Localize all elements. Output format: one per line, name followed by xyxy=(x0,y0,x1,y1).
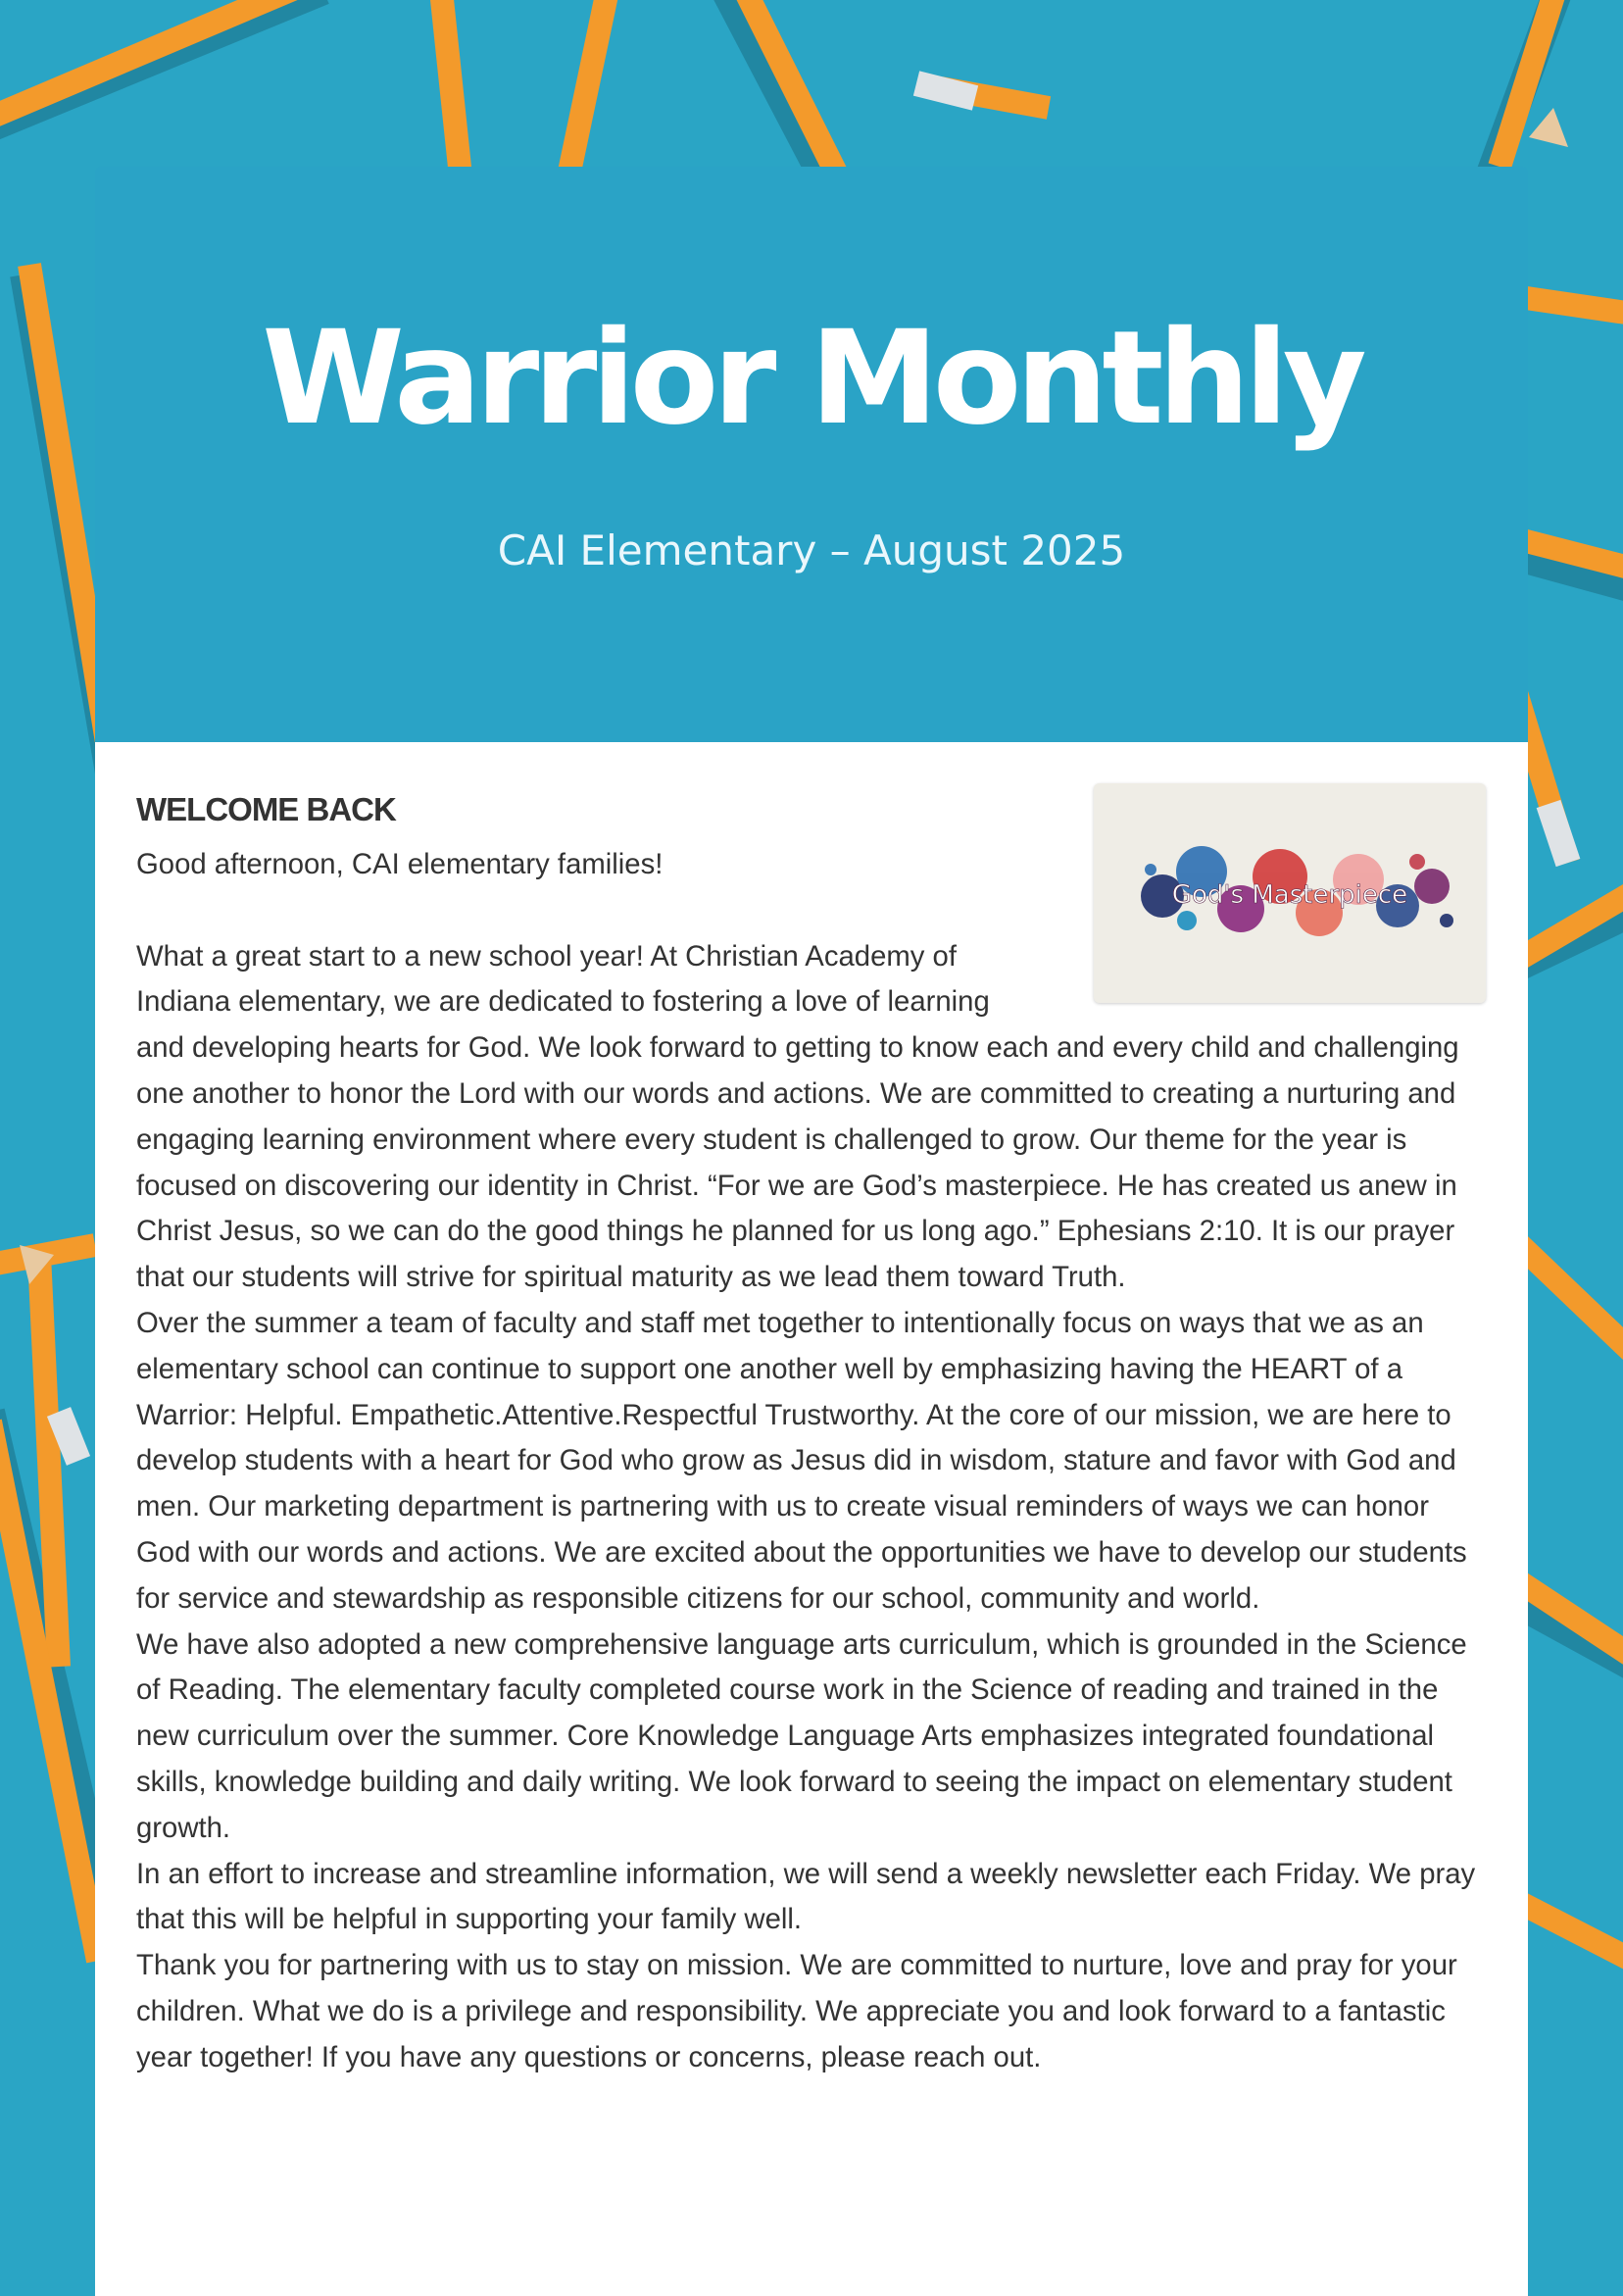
article-text xyxy=(136,842,1489,2081)
masterpiece-caption: God's Masterpiece xyxy=(1171,880,1408,910)
paragraph-4: In an effort to increase and streamline information, we will send a weekly newsletter each Friday. We pray that this will be helpful in supporting your family well. xyxy=(136,1857,1476,1936)
paragraph-1: and developing hearts for God. We look forward to getting to know each and every child and challenging one another to honor the Lord with our words and actions. We are committed to creating a nurturing and engaging learning environment where every student is challenged to grow. Our theme for the year is focused on discovering our identity in Christ. “For we are God’s masterpiece. He has created us anew in Christ Jesus, so we can do the good things he planned for us long ago.” Ephesians 2:10. It is our prayer that our students will strive for spiritual maturity as we lead them toward Truth. xyxy=(136,1031,1459,1294)
newsletter-header xyxy=(95,167,1528,742)
paragraph-1-line-2: Indiana elementary, we are dedicated to fostering a love of learning xyxy=(136,985,990,1019)
newsletter-card xyxy=(95,167,1528,2296)
paragraph-5: Thank you for partnering with us to stay on mission. We are committed to nurture, love and pray for your children. What we do is a privilege and responsibility. We appreciate you and look forward to a fantastic year together! If you have any questions or concerns, please reach out. xyxy=(136,1949,1457,2073)
paragraph-3: We have also adopted a new comprehensive language arts curriculum, which is grounded in the Science of Reading. The elementary faculty completed course work in the Science of reading and trained in the new curriculum over the summer. Core Knowledge Language Arts emphasizes integrated foundational skills, knowledge building and daily writing. We look forward to seeing the impact on elementary student growth. xyxy=(136,1627,1467,1844)
spacer xyxy=(136,888,1489,934)
paragraph-1-line-1: What a great start to a new school year! At Christian Academy of xyxy=(136,939,957,973)
paragraph-2: Over the summer a team of faculty and staff met together to intentionally focus on ways that we as an elementary school can continue to support one another well by emphasizing having the HEART of a Warrior: Helpful. Empathetic.Attentive.Respectful Trustworthy. At the core of our mission, we are here to develop students with a heart for God who grow as Jesus did in wisdom, stature and favor with God and men. Our marketing department is partnering with us to create visual reminders of ways we can honor God with our words and actions. We are excited about the opportunities we have to develop our students for service and stewardship as responsible citizens for our school, community and world. xyxy=(136,1306,1467,1615)
newsletter-subtitle: CAI Elementary – August 2025 xyxy=(497,526,1126,574)
section-heading: WELCOME BACK xyxy=(136,791,396,827)
newsletter-title: Warrior Monthly xyxy=(262,303,1361,454)
newsletter-body xyxy=(95,742,1528,2296)
greeting: Good afternoon, CAI elementary families! xyxy=(136,848,664,880)
